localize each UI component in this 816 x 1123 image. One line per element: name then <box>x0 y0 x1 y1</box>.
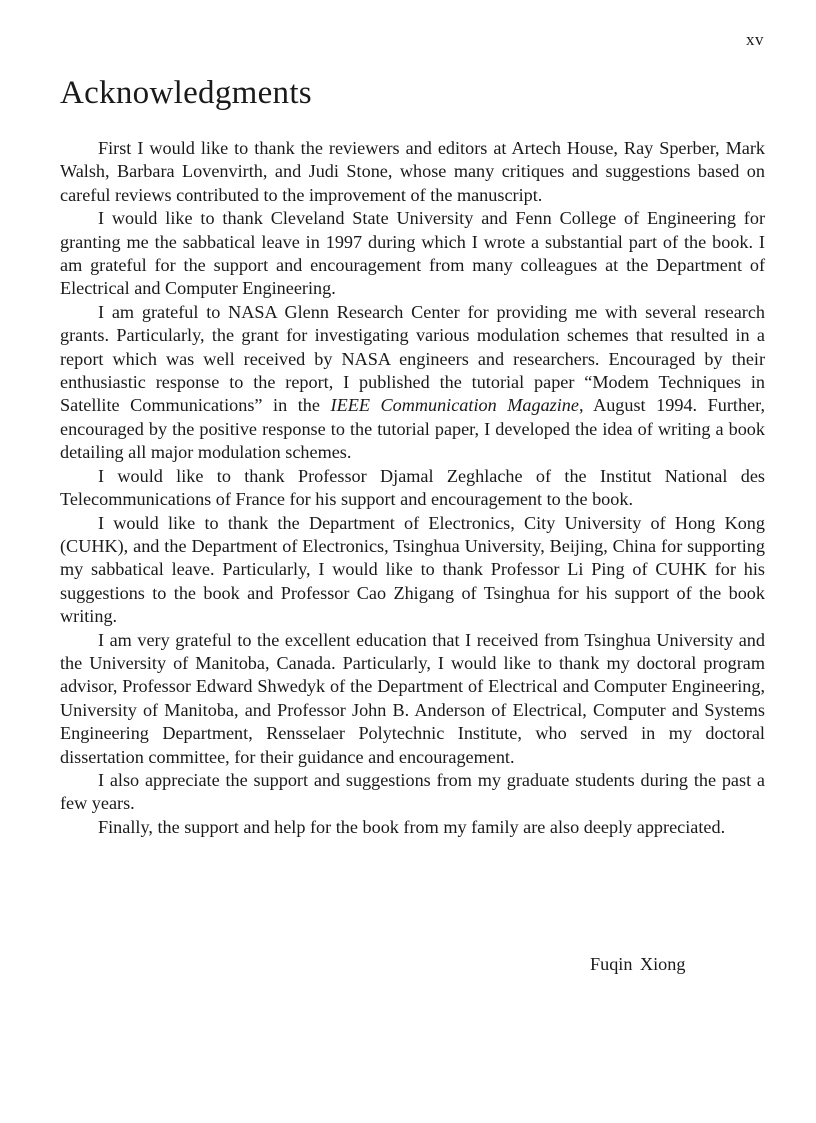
paragraph-education: I am very grateful to the excellent education that I received from Tsinghua University and the University of Manitoba, Canada. Particularly, I would like to thank my doctoral program advisor, Professor Edward Shwedyk of the Department of Electrical and Computer Engineering, University of Manitoba, and Professor John B. Anderson of Electrical, Computer and Systems Engineering Department, Rensselaer Polytechnic Institute, who served in my doctoral dissertation committee, for their guidance and encouragement. <box>60 629 765 767</box>
paragraph-nasa-after: , August 1994. Further, encouraged by the positive response to the tutorial paper, I developed the idea of writing a book detailing all major modulation schemes. <box>60 395 766 463</box>
paragraph-reviewers: First I would like to thank the reviewers and editors at Artech House, Ray Sperber, Mark Walsh, Barbara Lovenvirth, and Judi Stone, whose many critiques and suggestions based on careful reviews contributed to the improvement of the manuscript. <box>60 138 765 205</box>
paragraph-zeghlache: I would like to thank Professor Djamal Zeghlache of the Institut National des Telecommunications of France for his support and encouragement to the book. <box>60 465 765 510</box>
paragraph-cuhk-tsinghua: I would like to thank the Department of Electronics, City University of Hong Kong (CUHK), and the Department of Electronics, Tsinghua University, Beijing, China for supporting my sabbatical leave. Particularly, I would like to thank Professor Li Ping of CUHK for his suggestions to the book and Professor Cao Zhigang of Tsinghua for his support of the book writing. <box>60 512 765 627</box>
author-signature: Fuqin Xiong <box>590 954 686 974</box>
paragraph-nasa-before: I am grateful to NASA Glenn Research Center for providing me with several research grants. Particularly, the grant for investigating various modulation schemes that resulted in a report which was well received by NASA engineers and researchers. Encouraged by their enthusiastic response to the report, I published the tutorial paper “Modem Techniques in Satellite Communications” in the <box>60 301 765 416</box>
journal-title: IEEE Communication Magazine <box>330 395 579 416</box>
paragraph-nasa <box>60 301 765 465</box>
paragraph-students: I also appreciate the support and suggestions from my graduate students during the past a few years. <box>60 769 765 814</box>
acknowledgments-body <box>60 137 765 839</box>
page-number: xv <box>746 30 764 49</box>
paragraph-family: Finally, the support and help for the book from my family are also deeply appreciated. <box>98 816 726 837</box>
paragraph-cleveland-state: I would like to thank Cleveland State University and Fenn College of Engineering for granting me the sabbatical leave in 1997 during which I wrote a substantial part of the book. I am grateful for the support and encouragement from many colleagues at the Department of Electrical and Computer Engineering. <box>60 208 765 299</box>
page-title: Acknowledgments <box>60 75 312 111</box>
